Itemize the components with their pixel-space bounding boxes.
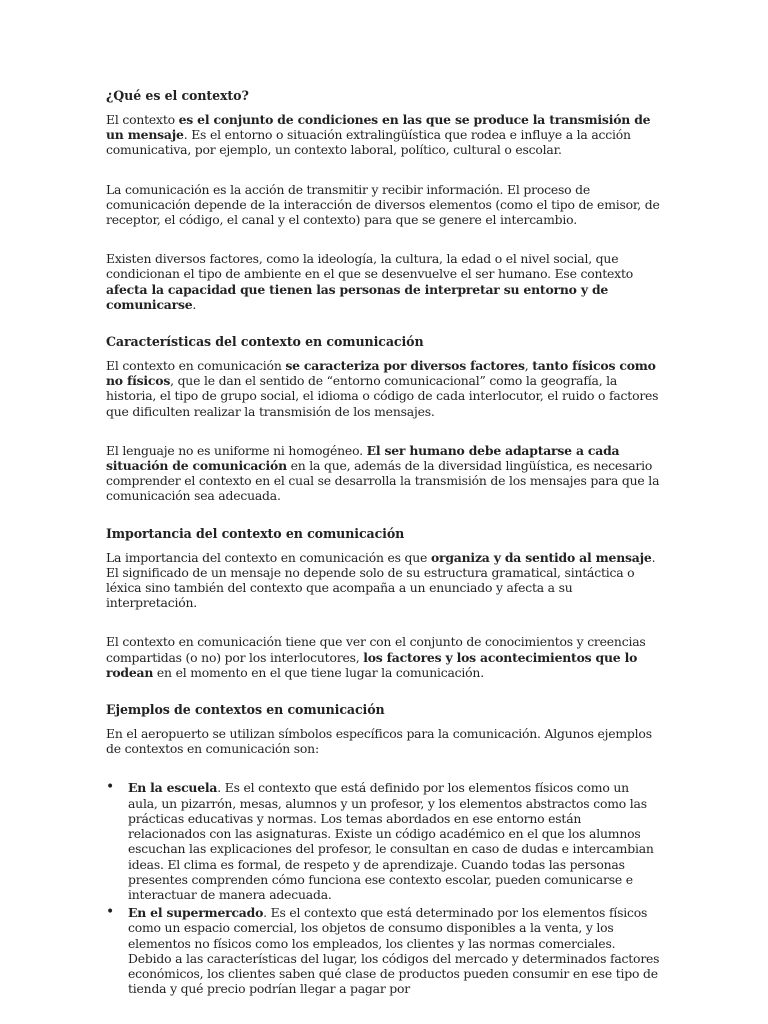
paragraph: La importancia del contexto en comunicación es que organiza y da sentido al mensaje. El significado de un mensaje no depende solo de su estructura gramatical, sintáctica o léxica sino también del contexto que acompaña a un enunciado y afecta a su interpretación. bbox=[106, 549, 656, 611]
heading-ejemplos: Ejemplos de contextos en comunicación bbox=[106, 702, 385, 718]
list-item: • En el supermercado. Es el contexto que está determinado por los elementos físicos como un espacio comercial, los objetos de consumo disponibles a la venta, y los elementos no físicos como los empleados, los clientes y las normas comerciales. Debido a las características del lugar, los códigos del mercado y determinados factores económicos, los clientes saben qué clase de productos pueden consumir en ese tipo de tienda y qué precio podrían llegar a pagar por bbox=[106, 905, 662, 996]
paragraph: La comunicación es la acción de transmitir y recibir información. El proceso de comunicación depende de la interacción de diversos elementos (como el tipo de emisor, de receptor, el código, el canal y el contexto) para que se genere el intercambio. bbox=[106, 181, 660, 228]
paragraph: El contexto en comunicación se caracteriza por diversos factores, tanto físicos como no físicos, que le dan el sentido de “entorno comunicacional” como la geografía, la historia, el tipo de grupo social, el idioma o código de cada interlocutor, el ruido o factores que dificulten realizar la transmisión de los mensajes. bbox=[106, 358, 659, 419]
heading-que-es-el-contexto: ¿Qué es el contexto? bbox=[106, 88, 249, 103]
heading-caracteristicas: Características del contexto en comunicación bbox=[106, 334, 424, 350]
paragraph: Existen diversos factores, como la ideología, la cultura, la edad o el nivel social, que condicionan el tipo de ambiente en el que se desenvuelve el ser humano. Ese contexto afecta la capacidad que tienen las personas de interpretar su entorno y de comunicarse. bbox=[106, 251, 633, 312]
document-body bbox=[106, 88, 662, 999]
paragraph: El contexto en comunicación tiene que ver con el conjunto de conocimientos y creencias compartidas (o no) por los interlocutores, los factores y los acontecimientos que lo rodean en el momento en el que tiene lugar la comunicación. bbox=[106, 634, 646, 680]
paragraph: El lenguaje no es uniforme ni homogéneo. El ser humano debe adaptarse a cada situación de comunicación en la que, además de la diversidad lingüística, es necesario comprender el contexto en el cual se desarrolla la transmisión de los mensajes para que la comunicación sea adecuada. bbox=[106, 442, 660, 504]
paragraph: El contexto es el conjunto de condiciones en las que se produce la transmisión de un mensaje. Es el entorno o situación extralingüística que rodea e influye a la acción comunicativa, por ejemplo, un contexto laboral, político, cultural o escolar. bbox=[106, 112, 651, 158]
paragraph: En el aeropuerto se utilizan símbolos específicos para la comunicación. Algunos ejemplos de contextos en comunicación son: bbox=[106, 726, 652, 757]
examples-list bbox=[106, 780, 662, 996]
heading-importancia: Importancia del contexto en comunicación bbox=[106, 525, 405, 541]
list-item: • En la escuela. Es el contexto que está definido por los elementos físicos como un aula, un pizarrón, mesas, alumnos y un profesor, y los elementos abstractos como las prácticas educativas y normas. Los temas abordados en ese entorno están relacionados con las asignaturas. Existe un código académico en el que los alumnos escuchan las explicaciones del profesor, le consultan en caso de dudas e intercambian ideas. El clima es formal, de respeto y de aprendizaje. Cuando todas las personas presentes comprenden cómo funciona ese contexto escolar, pueden comunicarse e interactuar de manera adecuada. bbox=[106, 780, 662, 902]
